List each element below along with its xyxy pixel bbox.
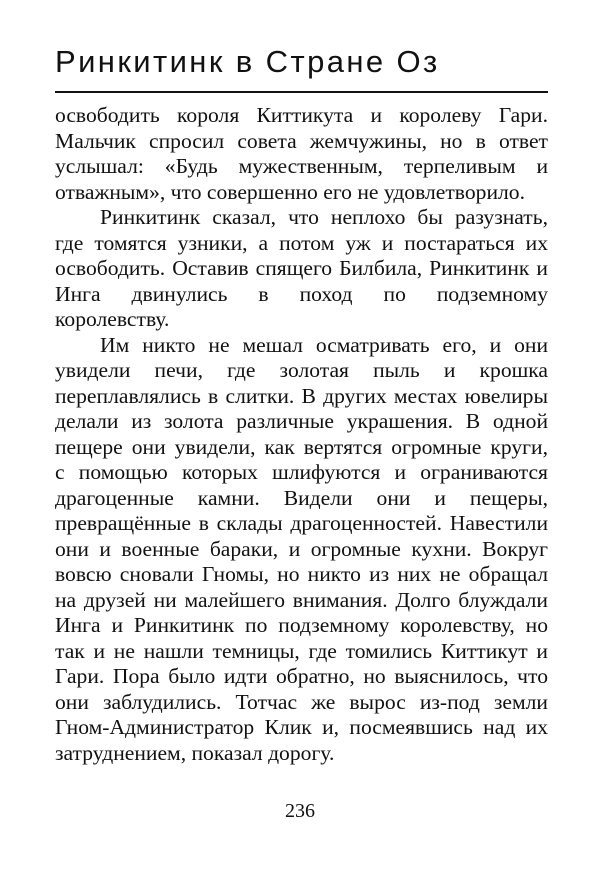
- header-rule: [55, 91, 548, 93]
- text-line: переплавлялись в слитки. В других местах ювелиры: [55, 383, 548, 408]
- text-line: они и военные бараки, и огромные кухни. Вокруг: [55, 536, 548, 561]
- running-head-title: Ринкитинк в Стране Оз: [55, 44, 440, 79]
- text-line: затруднением, показал дорогу.: [55, 740, 335, 765]
- body-text: [55, 103, 548, 766]
- text-line: Гном-Администратор Клик и, посмеявшись над их: [55, 715, 548, 739]
- text-line-paragraph-start: Им никто не мешал осматривать его, и они: [100, 332, 548, 357]
- text-line: на друзей ни малейшего внимания. Долго блуждали: [55, 587, 548, 612]
- text-line: увидели печи, где золотая пыль и крошка: [55, 358, 548, 382]
- text-line: Мальчик спросил совета жемчужины, но в ответ: [55, 128, 548, 153]
- text-line: королевству.: [55, 307, 170, 331]
- text-line: освободить короля Киттикута и королеву Гари.: [55, 103, 548, 127]
- text-line: освободить. Оставив спящего Билбила, Ринкитинк и: [55, 256, 548, 280]
- text-line: драгоценные камни. Видели они и пещеры,: [55, 485, 548, 510]
- text-line: так и не нашли темницы, где томились Киттикут и: [55, 638, 548, 663]
- text-line: услышал: «Будь мужественным, терпеливым и: [55, 154, 548, 178]
- text-line: отважным», что совершенно его не удовлетворило.: [55, 179, 525, 204]
- text-line: превращённые в склады драгоценностей. Навестили: [55, 511, 548, 535]
- text-line: делали из золота различные украшения. В одной: [55, 409, 548, 433]
- text-line: вовсю сновали Гномы, но никто из них не обращал: [55, 562, 548, 586]
- text-line: Инга двинулись в поход по подземному: [55, 281, 548, 306]
- text-line: они заблудились. Тотчас же вырос из-под земли: [55, 689, 548, 714]
- text-line-paragraph-start: Ринкитинк сказал, что неплохо бы разузнать,: [100, 205, 548, 229]
- text-line: пещере они увидели, как вертятся огромные круги,: [55, 434, 548, 459]
- text-line: Гари. Пора было идти обратно, но выяснилось, что: [55, 664, 548, 688]
- text-line: где томятся узники, а потом уж и постараться их: [55, 230, 548, 255]
- text-line: с помощью которых шлифуются и ограниваются: [55, 460, 548, 484]
- text-line: Инга и Ринкитинк по подземному королевству, но: [55, 613, 548, 637]
- page-number: 236: [285, 800, 315, 822]
